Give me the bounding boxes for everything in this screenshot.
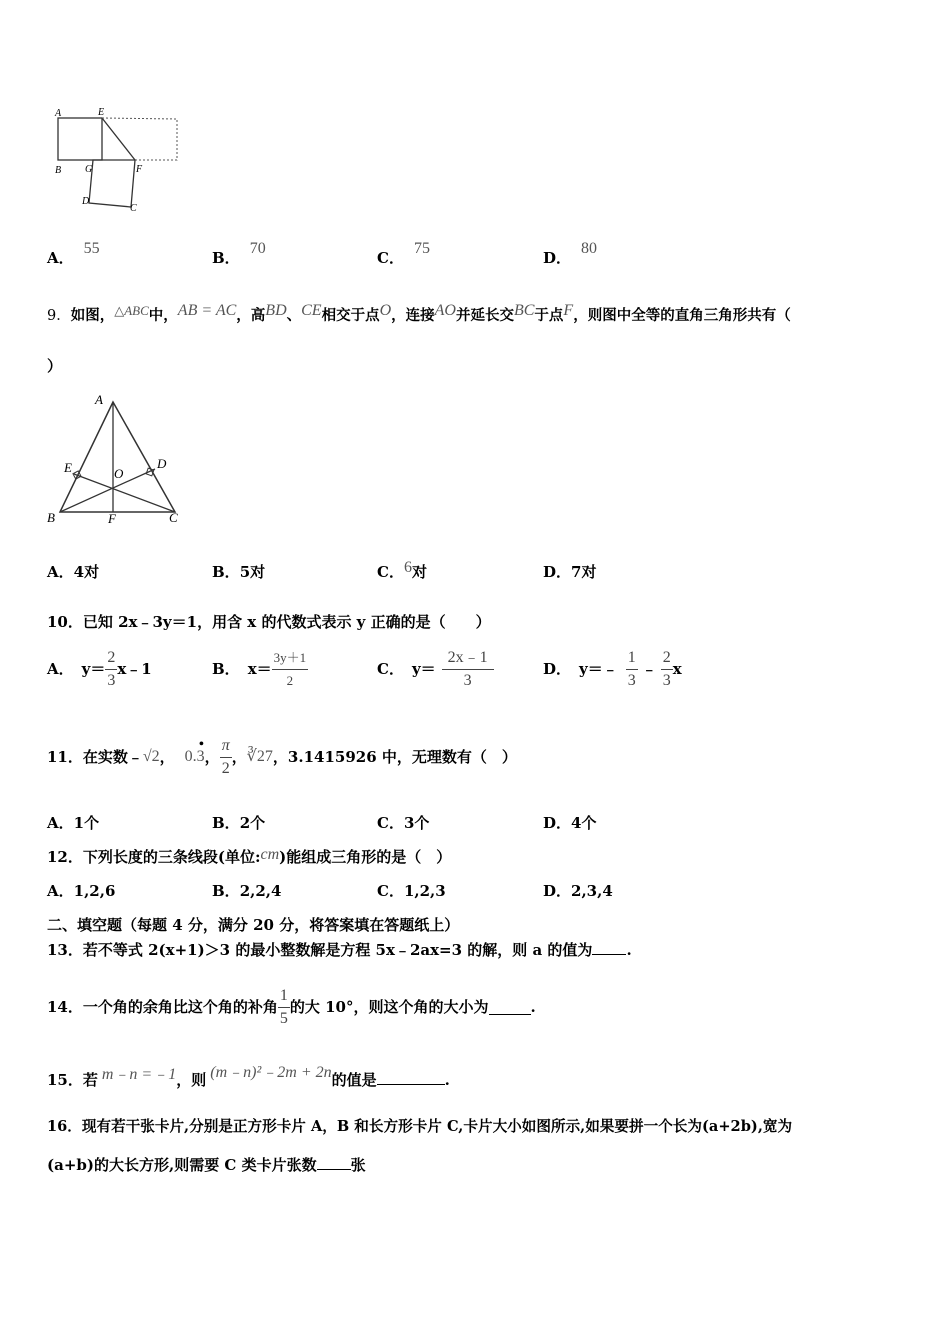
option-value: 2,2,4 — [239, 882, 282, 900]
q8-label-f: F — [136, 164, 143, 175]
q9-math: AB = AC — [177, 302, 237, 319]
option-value: 80 — [581, 240, 598, 257]
q13-text: 13．若不等式 2(x+1)＞3 的最小整数解是方程 5x﹣2ax=3 的解，则 a 的值为 — [47, 941, 593, 959]
q16-text: 张 — [350, 1156, 366, 1174]
option-letter: D． — [543, 814, 572, 832]
q12-option-d — [543, 881, 613, 901]
q11-stem — [47, 732, 517, 782]
frac-num: 1 — [626, 647, 638, 670]
frac-num: π — [220, 735, 232, 758]
q8-option-c — [377, 240, 430, 269]
q14-text: . — [530, 998, 536, 1016]
option-letter: B． — [212, 249, 240, 267]
q9-stem-close: ） — [47, 357, 63, 375]
option-letter: D． — [543, 660, 572, 678]
fraction — [442, 647, 494, 692]
q11-text: ， — [159, 748, 175, 766]
option-value: 75 — [413, 240, 430, 257]
frac-den: 3 — [627, 671, 636, 689]
option-text: x — [672, 660, 682, 678]
q14 — [47, 972, 536, 1042]
q9-label-c: C — [169, 510, 178, 525]
q9-text: 于点 — [534, 307, 564, 324]
option-value: 2,3,4 — [571, 882, 613, 900]
q10-option-a — [47, 645, 152, 693]
q9-option-d — [543, 562, 596, 582]
q12-text: 12．下列长度的三条线段(单位: — [47, 848, 261, 866]
q9-label-d: D — [157, 456, 167, 471]
q15-math: (m﹣n)²﹣2m + 2n — [210, 1064, 332, 1081]
fraction — [626, 647, 638, 692]
answer-blank[interactable] — [592, 940, 626, 955]
option-letter: C． — [377, 660, 404, 678]
option-value: 对 — [411, 563, 427, 581]
q15-text: 的值是 — [331, 1071, 377, 1089]
option-letter: A． — [47, 882, 74, 900]
q9-math: O — [379, 302, 392, 319]
q9-stem — [47, 302, 791, 326]
q11-text: ， — [204, 748, 220, 766]
q16-text: (a+b)的大长方形,则需要 C 类卡片张数 — [47, 1156, 317, 1174]
frac-num: 2 — [661, 647, 673, 670]
option-letter: C． — [377, 814, 404, 832]
q10-stem: 10．已知 2x﹣3y＝1，用含 x 的代数式表示 y 正确的是（ ） — [47, 613, 491, 631]
option-text: x﹣1 — [117, 660, 152, 678]
option-letter: B． — [212, 882, 240, 900]
option-text: x＝ — [247, 660, 272, 678]
q9-label-o: O — [114, 466, 124, 481]
option-letter: D． — [543, 882, 572, 900]
q8-option-a — [47, 240, 100, 269]
q9-math: BC — [513, 302, 535, 319]
q10-option-b — [212, 645, 308, 693]
q11-math: √2 — [142, 748, 160, 765]
q9-math: △ABC — [114, 303, 149, 318]
option-letter: A． — [47, 660, 74, 678]
option-value: 2个 — [239, 814, 266, 832]
q9-math: CE — [301, 302, 322, 319]
q9-text: 相交于点 — [321, 307, 380, 324]
frac-den: 2 — [286, 672, 294, 688]
q9-math: BD — [265, 302, 287, 319]
q14-text: 的大 10°，则这个角的大小为 — [289, 998, 489, 1016]
q9-text: 并延长交 — [455, 307, 514, 324]
option-letter: D． — [543, 563, 572, 581]
q12-math: cm — [260, 846, 280, 863]
option-text: y＝ — [411, 660, 436, 678]
fraction — [220, 735, 232, 780]
option-letter: A． — [47, 249, 74, 267]
q11-text: ， — [231, 748, 247, 766]
q13 — [47, 940, 632, 960]
q16-line1: 16．现有若干张卡片,分别是正方形卡片 A，B 和长方形卡片 C,卡片大小如图所示,如果要拼一个长为(a+2b),宽为 — [47, 1118, 793, 1135]
q8-figure — [48, 105, 188, 215]
frac-num: 3y＋1 — [272, 647, 309, 670]
option-value: 70 — [249, 240, 266, 257]
frac-den: 2 — [221, 759, 230, 777]
frac-num: 2x﹣1 — [442, 647, 494, 670]
q8-label-a: A — [55, 108, 62, 119]
option-value: 4个 — [571, 814, 597, 832]
q12-option-a — [47, 881, 115, 901]
q9-text: 中， — [148, 307, 178, 324]
q15 — [47, 1064, 450, 1091]
q11-option-b — [212, 813, 265, 833]
option-value: 4对 — [73, 563, 100, 581]
q9-math: AO — [434, 302, 456, 319]
frac-num: 1 — [278, 985, 290, 1008]
q9-option-b — [212, 562, 265, 582]
option-text: y＝﹣ — [579, 660, 618, 678]
q9-text: ，高 — [236, 307, 266, 324]
fraction — [278, 985, 290, 1030]
q8-option-d — [543, 240, 598, 269]
q15-text: 15．若 — [47, 1071, 98, 1089]
option-value: 7对 — [571, 563, 597, 581]
option-letter: B． — [212, 814, 240, 832]
option-letter: A． — [47, 814, 74, 832]
option-value: 1个 — [73, 814, 100, 832]
option-value: 5对 — [239, 563, 266, 581]
q9-figure — [44, 390, 189, 530]
frac-den: 3 — [662, 671, 671, 689]
q9-text: ，连接 — [391, 307, 435, 324]
q11-repeating-decimal: 0.3 • — [184, 736, 205, 765]
q12-option-c — [377, 881, 446, 901]
q9-label-b: B — [47, 510, 55, 525]
q8-label-e: E — [98, 107, 105, 118]
frac-num: 2 — [105, 647, 117, 670]
q9-number: 9． — [47, 308, 71, 324]
q15-math: m﹣n =﹣1 — [101, 1066, 177, 1083]
fraction — [272, 647, 309, 692]
frac-den: 3 — [107, 671, 116, 689]
q15-text: ，则 — [176, 1071, 207, 1089]
option-value: 55 — [83, 240, 100, 257]
fraction — [105, 647, 117, 692]
q12-stem — [47, 847, 451, 868]
option-text: ﹣ — [641, 660, 657, 678]
frac-den: 3 — [463, 671, 472, 689]
option-letter: B． — [212, 660, 240, 678]
q11-option-a — [47, 813, 99, 833]
option-value: 1,2,3 — [403, 882, 446, 900]
q13-text: . — [626, 941, 632, 959]
answer-blank[interactable] — [377, 1070, 445, 1085]
option-math: 6 — [403, 559, 412, 576]
q9-label-f: F — [108, 511, 116, 526]
option-letter: C． — [377, 563, 404, 581]
q8-label-b: B — [55, 165, 62, 176]
q14-text: 14．一个角的余角比这个角的补角 — [47, 998, 278, 1016]
q9-text: ，则图中全等的直角三角形共有（ — [573, 307, 791, 324]
option-text: y＝ — [81, 660, 106, 678]
q8-label-g: G — [85, 164, 93, 175]
option-letter: C． — [377, 249, 404, 267]
fraction — [661, 647, 673, 692]
q10-option-c — [377, 645, 494, 693]
q8-label-d: D — [82, 196, 90, 207]
q15-text: . — [444, 1071, 450, 1089]
q9-math: F — [563, 302, 574, 319]
answer-blank[interactable] — [317, 1155, 351, 1170]
q9-option-a — [47, 562, 99, 582]
q11-option-d — [543, 813, 596, 833]
frac-den: 5 — [279, 1009, 288, 1027]
q12-option-b — [212, 881, 281, 901]
q11-text: 11．在实数﹣ — [47, 748, 143, 766]
option-letter: D． — [543, 249, 572, 267]
q9-label-a: A — [95, 392, 103, 407]
q12-text: )能组成三角形的是（ ） — [279, 848, 452, 866]
option-letter: A． — [47, 563, 74, 581]
option-value: 3个 — [403, 814, 430, 832]
q11-math: ∛27 — [246, 748, 273, 765]
q10-option-d — [543, 645, 682, 693]
answer-blank[interactable] — [489, 1000, 531, 1015]
q8-option-b — [212, 240, 266, 269]
option-value: 1,2,6 — [73, 882, 116, 900]
q9-text: 如图， — [70, 307, 115, 324]
q16-line2 — [47, 1155, 366, 1175]
q9-option-c — [377, 559, 427, 583]
option-letter: C． — [377, 882, 404, 900]
q9-text: 、 — [286, 307, 302, 324]
q8-label-c: C — [130, 203, 137, 214]
q9-label-e: E — [64, 460, 72, 475]
section-heading: 二、填空题（每题 4 分，满分 20 分，将答案填在答题纸上） — [47, 916, 460, 934]
q11-option-c — [377, 813, 429, 833]
q11-text: ，3.1415926 中，无理数有（ ） — [272, 748, 517, 766]
option-letter: B． — [212, 563, 240, 581]
